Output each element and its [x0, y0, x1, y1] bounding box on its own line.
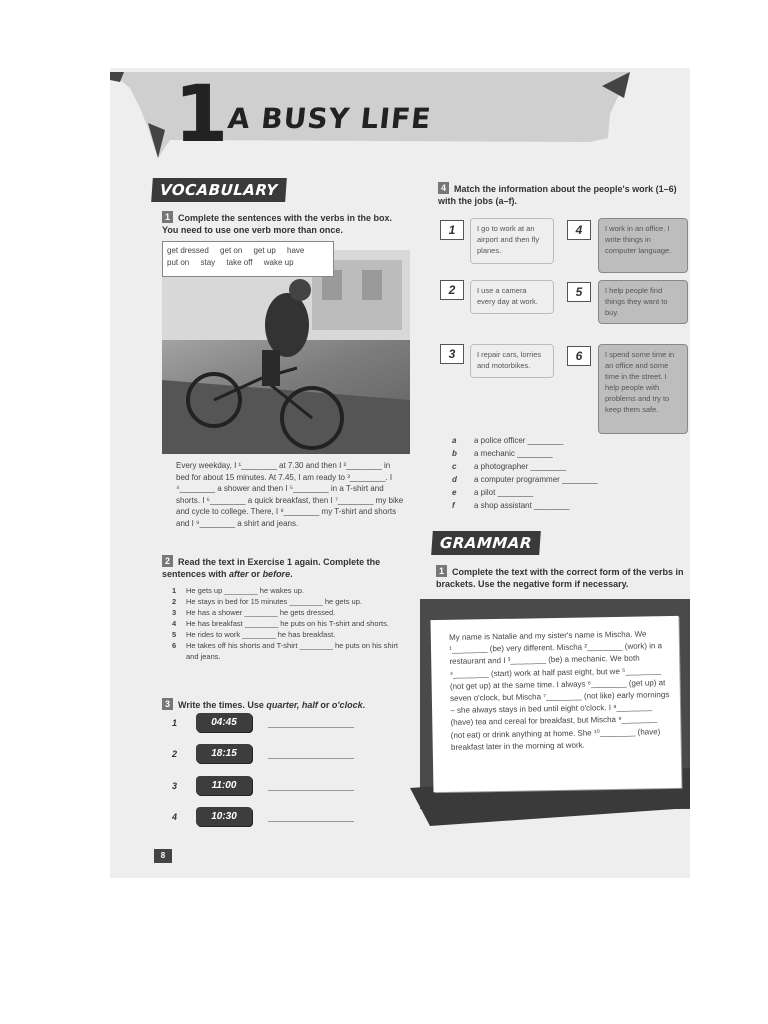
word-box-item: wake up: [263, 258, 294, 267]
instruction-text: .: [362, 700, 366, 710]
item-text: a photographer ________: [474, 462, 567, 471]
time-row: [172, 776, 354, 795]
word-box-item: have: [287, 246, 305, 255]
speech-bubble: I repair cars, lorries and motorbikes.: [470, 344, 554, 378]
instruction-text: Complete the text with the correct form of the verbs in brackets. Use the negative form if necessary.: [436, 567, 684, 589]
bubble-number: 1: [440, 220, 464, 240]
vocabulary-heading: VOCABULARY: [151, 178, 286, 202]
answer-line: [268, 811, 354, 822]
digital-clock: 18:15: [196, 744, 252, 763]
page-number: 8: [154, 849, 172, 863]
instruction-keyword: o'clock: [331, 700, 363, 710]
item-text: He has a shower ________ he gets dressed.: [186, 608, 336, 617]
job-list: [452, 434, 598, 512]
item-letter: b: [452, 449, 457, 458]
item-number: 4: [172, 811, 178, 822]
item-letter: a: [452, 436, 457, 445]
item-text: He rides to work ________ he has breakfast.: [186, 630, 336, 639]
item-text: a computer programmer ________: [474, 475, 598, 484]
bubble-number: 2: [440, 280, 464, 300]
bubble-number: 4: [567, 220, 591, 240]
vocab-ex4-instruction: [438, 182, 688, 207]
exercise-badge: 1: [436, 565, 447, 577]
instruction-text: or: [317, 700, 332, 710]
word-box-item: take off: [226, 258, 253, 267]
exercise-badge: 2: [162, 555, 173, 567]
item-number: 2: [172, 748, 178, 759]
time-row: [172, 807, 354, 826]
item-text: He takes off his shorts and T-shirt ________ he puts on his shirt and jeans.: [186, 641, 398, 661]
vocab-ex1-instruction: [162, 211, 402, 236]
list-item: [172, 607, 412, 618]
item-number: 4: [172, 619, 177, 628]
word-box-item: put on: [167, 258, 190, 267]
item-number: 2: [172, 597, 177, 606]
list-item: [452, 460, 598, 473]
item-text: He gets up ________ he wakes up.: [186, 586, 305, 595]
list-item: [452, 473, 598, 486]
list-item: [452, 486, 598, 499]
instruction-text: Match the information about the people's work (1–6) with the jobs (a–f).: [438, 184, 677, 206]
word-box-item: get dressed: [167, 246, 209, 255]
digital-clock: 10:30: [196, 807, 252, 826]
item-letter: f: [452, 501, 455, 510]
exercise-badge: 3: [162, 698, 173, 710]
instruction-keyword: before: [262, 569, 291, 579]
item-text: a mechanic ________: [474, 449, 553, 458]
list-item: [452, 499, 598, 512]
list-item: [172, 585, 412, 596]
item-number: 5: [172, 630, 177, 639]
bubble-number: 6: [567, 346, 591, 366]
item-text: a pilot ________: [474, 488, 534, 497]
item-text: He has breakfast ________ he puts on his T-shirt and shorts.: [186, 619, 389, 628]
speech-bubble: I go to work at an airport and then fly planes.: [470, 218, 554, 264]
time-row: [172, 713, 354, 732]
word-box-item: get up: [253, 246, 276, 255]
instruction-text: Read the text in Exercise 1 again. Complete the sentences with: [162, 557, 381, 579]
vocab-ex1-text: Every weekday, I ¹________ at 7.30 and then I ²________ in bed for about 15 minutes. At 7.45, I am ready to ³________. I ⁴________ a shower and then I ⁵________ in a T-shirt and shorts. I ⁶________ a quick breakfast, then I ⁷________ my bike and cycle to college. There, I ⁸________ my T-shirt and shorts and I ⁹________ a shirt and jeans.: [176, 461, 404, 528]
cyclist-photo: [162, 250, 410, 454]
vocab-ex2-instruction: [162, 555, 402, 580]
exercise-badge: 4: [438, 182, 449, 194]
item-number: 6: [172, 641, 177, 650]
bubble-number: 5: [567, 282, 591, 302]
speech-bubble: I work in an office. I write things in computer language.: [598, 218, 688, 273]
word-box-item: get on: [220, 246, 243, 255]
digital-clock: 11:00: [196, 776, 252, 795]
grammar-heading: GRAMMAR: [431, 531, 541, 555]
answer-line: [268, 717, 354, 728]
item-number: 3: [172, 780, 178, 791]
workbook-page: [110, 68, 690, 878]
speech-bubble: I spend some time in an office and some time in the street. I help people with problems and try to keep them safe.: [598, 344, 688, 434]
item-number: 1: [172, 717, 178, 728]
list-item: [172, 629, 412, 640]
instruction-text: Complete the sentences with the verbs in the box. You need to use one verb more than once.: [162, 213, 393, 235]
answer-line: [268, 780, 354, 791]
instruction-text: .: [290, 569, 293, 579]
digital-clock: 04:45: [196, 713, 252, 732]
list-item: [172, 618, 412, 629]
list-item: [172, 640, 412, 662]
list-item: [452, 447, 598, 460]
bubble-number: 3: [440, 344, 464, 364]
grammar-text: My name is Natalie and my sister's name is Mischa. We ¹________ (be) very different. Mischa ²________ (work) in a restaurant and I ³________ (be) a mechanic. We both ⁴________ (start) work at half past eight, but we ⁵________ (not get up) at the same time. I always ⁶________ (get up) at seven o'clock, but Mischa ⁷________ (not like) early mornings – she always stays in bed until eight o'clock. I ⁸________ (have) tea and cereal for breakfast, but Mischa ⁹________ (not eat) or drink anything at home. She ¹⁰________ (have) breakfast later in the morning at work.: [448, 629, 670, 752]
item-letter: e: [452, 488, 457, 497]
word-box: [162, 241, 334, 277]
unit-number: 1: [174, 70, 229, 160]
item-number: 3: [172, 608, 177, 617]
vocab-ex3-instruction: [162, 698, 402, 711]
instruction-text: Write the times. Use: [178, 700, 267, 710]
speech-bubble: I help people find things they want to buy.: [598, 280, 688, 324]
answer-line: [268, 748, 354, 759]
exercise-badge: 1: [162, 211, 173, 223]
vocab-ex2-list: [172, 585, 412, 662]
item-number: 1: [172, 586, 177, 595]
speech-bubble: I use a camera every day at work.: [470, 280, 554, 314]
item-text: He stays in bed for 15 minutes ________ he gets up.: [186, 597, 362, 606]
unit-title: A BUSY LIFE: [226, 102, 433, 135]
instruction-keyword: after: [229, 569, 249, 579]
grammar-instruction: [436, 565, 686, 590]
item-text: a police officer ________: [474, 436, 564, 445]
list-item: [172, 596, 412, 607]
item-text: a shop assistant ________: [474, 501, 570, 510]
word-box-item: stay: [200, 258, 216, 267]
time-row: [172, 744, 354, 763]
instruction-text: or: [248, 569, 263, 579]
instruction-keyword: quarter, half: [266, 700, 318, 710]
item-letter: d: [452, 475, 457, 484]
list-item: [452, 434, 598, 447]
item-letter: c: [452, 462, 457, 471]
